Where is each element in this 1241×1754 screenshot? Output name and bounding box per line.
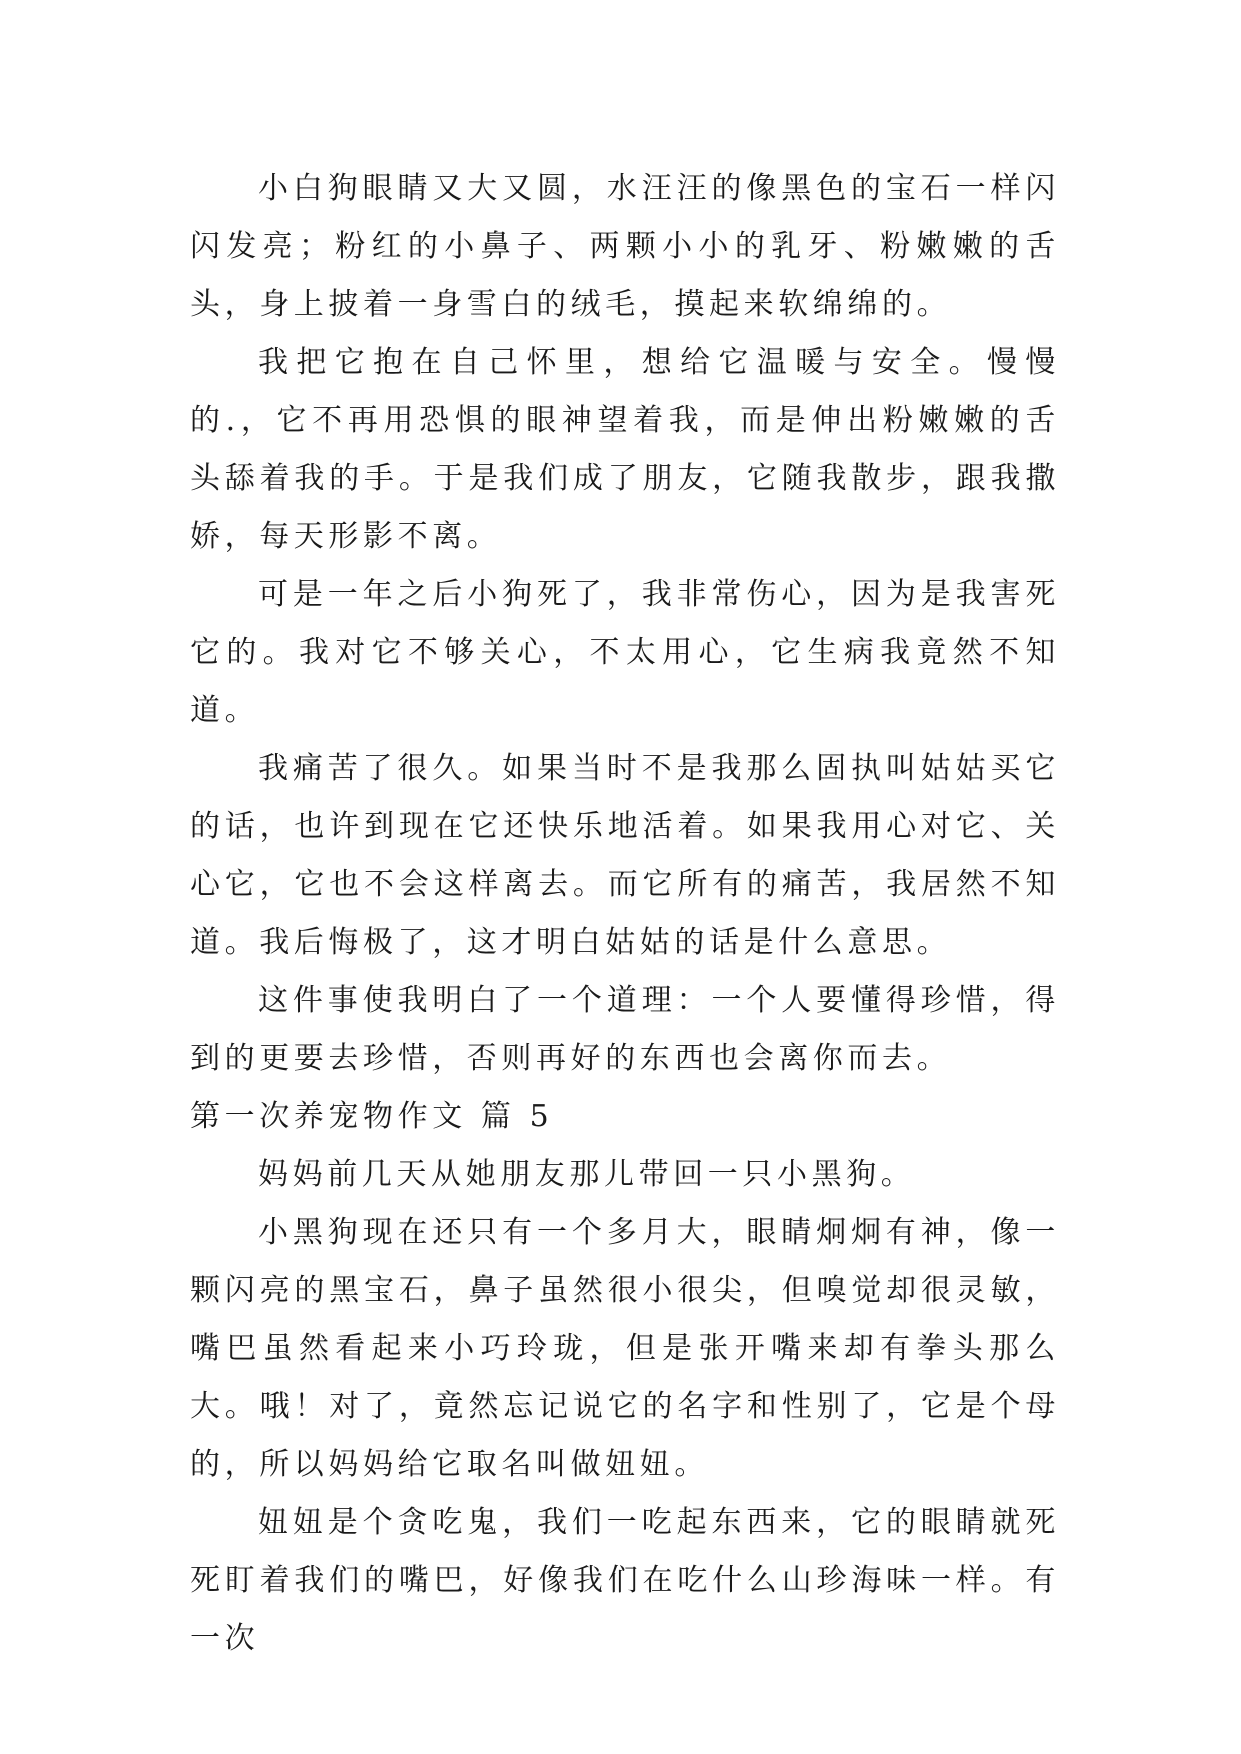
paragraph: 小白狗眼睛又大又圆，水汪汪的像黑色的宝石一样闪闪发亮；粉红的小鼻子、两颗小小的乳牙、粉嫩嫩的舌头，身上披着一身雪白的绒毛，摸起来软绵绵的。 <box>190 171 1060 322</box>
paragraph: 小黑狗现在还只有一个多月大，眼睛炯炯有神，像一颗闪亮的黑宝石，鼻子虽然很小很尖，但嗅觉却很灵敏，嘴巴虽然看起来小巧玲珑，但是张开嘴来却有拳头那么大。哦！对了，竟然忘记说它的名字和性别了，它是个母的，所以妈妈给它取名叫做妞妞。 <box>190 1215 1060 1482</box>
paragraph: 我痛苦了很久。如果当时不是我那么固执叫姑姑买它的话，也许到现在它还快乐地活着。如果我用心对它、关心它，它也不会这样离去。而它所有的痛苦，我居然不知道。我后悔极了，这才明白姑姑的话是什么意思。 <box>190 751 1060 960</box>
document-page <box>190 160 1060 1668</box>
paragraph: 妈妈前几天从她朋友那儿带回一只小黑狗。 <box>258 1157 916 1192</box>
section-heading: 第一次养宠物作文 篇 5 <box>190 1099 554 1134</box>
paragraph: 这件事使我明白了一个道理：一个人要懂得珍惜，得到的更要去珍惜，否则再好的东西也会离你而去。 <box>190 983 1060 1076</box>
paragraph: 妞妞是个贪吃鬼，我们一吃起东西来，它的眼睛就死死盯着我们的嘴巴，好像我们在吃什么山珍海味一样。有一次 <box>190 1505 1060 1656</box>
paragraph: 可是一年之后小狗死了，我非常伤心，因为是我害死它的。我对它不够关心，不太用心，它生病我竟然不知道。 <box>190 577 1060 728</box>
paragraph: 我把它抱在自己怀里，想给它温暖与安全。慢慢的.，它不再用恐惧的眼神望着我，而是伸出粉嫩嫩的舌头舔着我的手。于是我们成了朋友，它随我散步，跟我撒娇，每天形影不离。 <box>190 345 1060 554</box>
